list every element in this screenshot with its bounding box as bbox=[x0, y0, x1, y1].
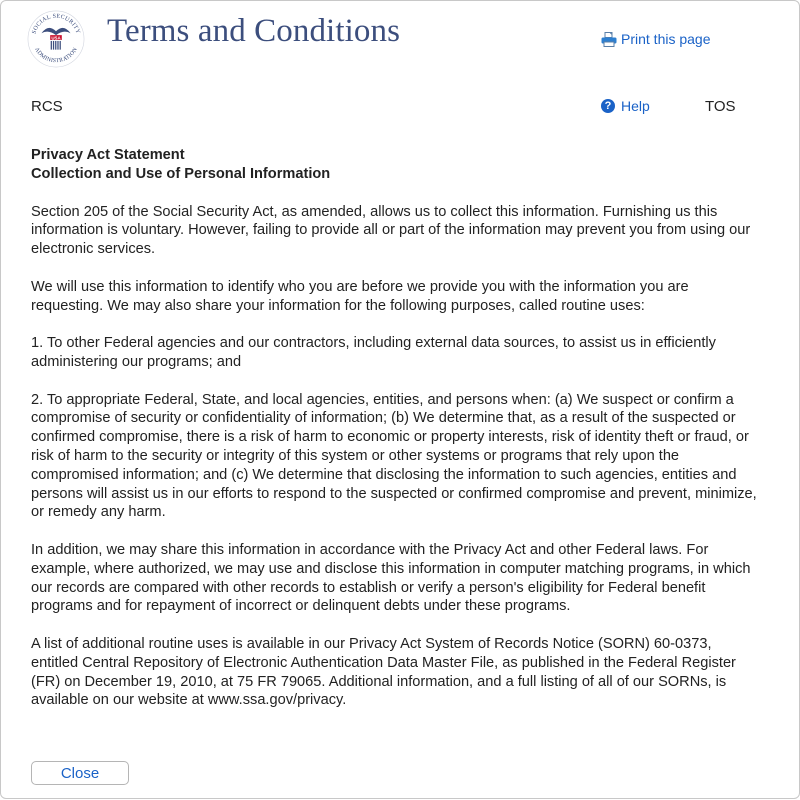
svg-text:USA: USA bbox=[51, 35, 61, 41]
tos-label: TOS bbox=[705, 98, 736, 115]
question-circle-icon: ? bbox=[601, 99, 615, 113]
paragraph-purpose: We will use this information to identify who you are before we provide you with the information you are requesting. We may also share your information for the following purposes, called routine uses: bbox=[31, 278, 689, 314]
paragraph-routine-use-2: 2. To appropriate Federal, State, and local agencies, entities, and persons when: (a) We suspect or confirm a compromise of security or confidentiality of information; (b) We determine that, as a result of the suspected or confirmed compromise, there is a risk of harm to economic or property interests, risk of identity theft or fraud, or risk of harm to the security or integrity of this system or other systems or programs that rely upon the compromised information; and (c) We determine that disclosing the information to such agencies, entities and persons will assist us in our efforts to respond to the suspected or confirmed compromise and prevent, minimize, or remedy any harm. bbox=[31, 391, 757, 521]
ssa-seal-logo bbox=[27, 10, 85, 68]
printer-icon bbox=[601, 32, 617, 47]
page-title: Terms and Conditions bbox=[107, 13, 401, 49]
help-label: Help bbox=[621, 98, 650, 114]
heading-line-2: Collection and Use of Personal Information bbox=[31, 165, 331, 182]
privacy-act-content bbox=[31, 146, 761, 729]
paragraph-routine-use-1: 1. To other Federal agencies and our contractors, including external data sources, to assist us in efficiently administering our programs; and bbox=[31, 335, 716, 370]
close-button[interactable]: Close bbox=[31, 761, 129, 785]
print-page-label: Print this page bbox=[621, 31, 711, 47]
svg-text:SOCIAL SECURITY: SOCIAL SECURITY bbox=[31, 13, 81, 35]
paragraph-authority: Section 205 of the Social Security Act, as amended, allows us to collect this information. Furnishing us this information is voluntary. However, failing to provide all or part of the information may prevent you from using our electronic services. bbox=[31, 203, 751, 258]
rcs-label: RCS bbox=[31, 98, 63, 115]
svg-text:ADMINISTRATION: ADMINISTRATION bbox=[33, 46, 79, 65]
paragraph-additional-sharing: In addition, we may share this information in accordance with the Privacy Act and other Federal laws. For example, where authorized, we may use and disclose this information in computer matching programs, in which our records are compared with other records to establish or verify a person's eligibility for Federal benefit programs and for repayment of incorrect or delinquent debts under these programs. bbox=[31, 541, 751, 615]
heading-line-1: Privacy Act Statement bbox=[31, 147, 185, 163]
paragraph-sorn: A list of additional routine uses is available in our Privacy Act System of Records Notice (SORN) 60-0373, entitled Central Repository of Electronic Authentication Data Master File, as published in the Federal Register (FR) on December 19, 2010, at 75 FR 79065. Additional information, and a full listing of all of our SORNs, is available on our website at www.ssa.gov/privacy. bbox=[31, 635, 736, 709]
print-page-link[interactable] bbox=[601, 31, 711, 47]
help-link[interactable] bbox=[601, 98, 650, 114]
privacy-heading bbox=[31, 146, 761, 184]
